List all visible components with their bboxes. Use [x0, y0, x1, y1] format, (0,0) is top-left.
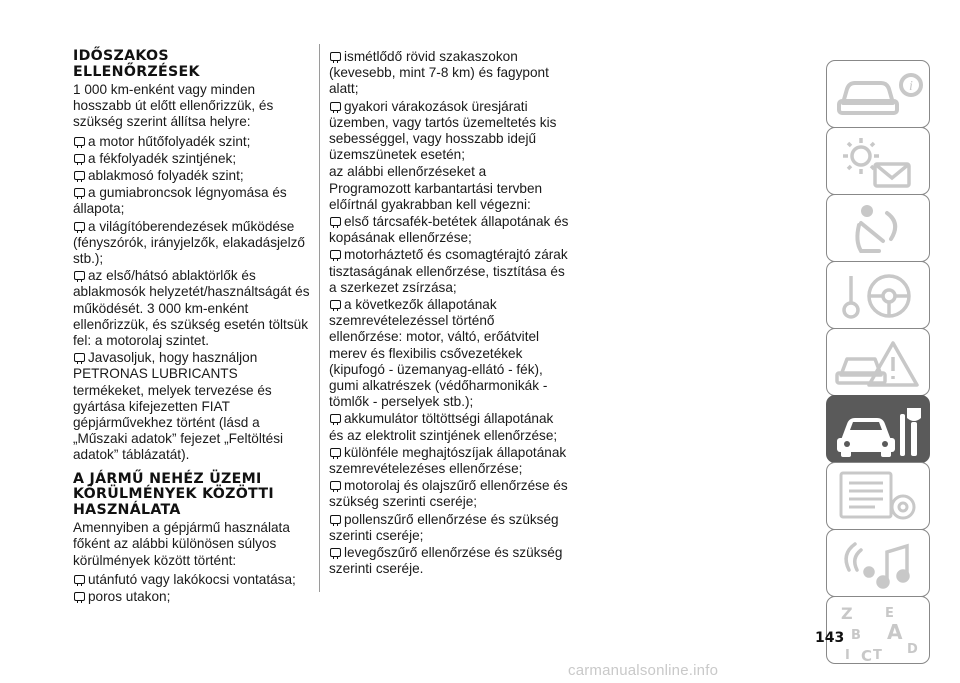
bullet-icon — [74, 154, 85, 163]
list-item: levegőszűrő ellenőrzése és szükség szerinti cseréje. — [329, 545, 563, 577]
left-column — [73, 49, 311, 606]
index-letter: E — [885, 606, 894, 621]
key-steering-wheel-icon — [827, 262, 931, 330]
tab-maintenance-active[interactable] — [826, 395, 930, 463]
tab-multimedia[interactable] — [826, 529, 930, 597]
heading-line: KÖRÜLMÉNYEK KÖZÖTTI — [73, 486, 274, 503]
check-list — [73, 134, 311, 464]
bullet-icon — [74, 188, 85, 197]
heading-line: ELLENŐRZÉSEK — [73, 63, 200, 80]
bullet-icon — [74, 353, 85, 362]
bullet-icon — [330, 548, 341, 557]
intro-paragraph: 1 000 km-enként vagy minden hosszabb út előtt ellenőrizzük, és szükség szerint állítsa helyre: — [73, 82, 274, 130]
tab-starting-driving[interactable] — [826, 261, 930, 329]
emergency-breakdown-icon — [827, 329, 931, 397]
index-letter: T — [873, 648, 882, 663]
bullet-icon — [330, 102, 341, 111]
technical-data-gear-icon — [827, 463, 931, 531]
intro-paragraph: Amennyiben a gépjármű használata főként az alábbi különösen súlyos körülmények között történt: — [73, 520, 290, 568]
index-letter: A — [887, 620, 903, 644]
car-maintenance-wrench-icon — [827, 396, 931, 464]
list-item: ismétlődő rövid szakaszokon (kevesebb, mint 7-8 km) és fagypont alatt; — [329, 49, 549, 97]
tab-warning-lights[interactable] — [826, 127, 930, 195]
tab-technical-data[interactable] — [826, 462, 930, 530]
bullet-icon — [74, 171, 85, 180]
intro-paragraph: az alábbi ellenőrzéseket a Programozott karbantartási tervben előírtnál gyakrabban kell végezni: — [329, 164, 543, 212]
watermark: carmanualsonline.info — [568, 662, 719, 679]
condition-list — [73, 572, 311, 605]
list-item: a gumiabroncsok légnyomása és állapota; — [73, 185, 287, 217]
heading-line: A JÁRMŰ NEHÉZ ÜZEMI — [73, 470, 262, 487]
multimedia-music-icon — [827, 530, 931, 598]
heading-line: HASZNÁLATA — [73, 501, 181, 518]
section-heading-periodic-checks — [73, 49, 311, 80]
list-item: a motor hűtőfolyadék szint; — [73, 134, 311, 150]
list-item: ablakmosó folyadék szint; — [73, 168, 311, 184]
list-item: a fékfolyadék szintjének; — [73, 151, 311, 167]
index-letter: C — [861, 647, 873, 665]
list-item: akkumulátor töltöttségi állapotának és az elektrolit szintjének ellenőrzése; — [329, 411, 558, 443]
bullet-icon — [330, 300, 341, 309]
list-item: motorolaj és olajszűrő ellenőrzése és szükség szerinti cseréje; — [329, 478, 568, 510]
bullet-icon — [330, 414, 341, 423]
car-info-icon — [827, 61, 931, 129]
seatbelt-airbag-icon — [827, 195, 931, 263]
list-item: gyakori várakozások üresjárati üzemben, vagy tartós üzemeltetés kis sebességgel, vagy hosszabb idejű üzemszünetek esetén; — [329, 98, 557, 163]
column-divider — [319, 44, 320, 592]
bullet-icon — [74, 222, 85, 231]
list-item: a világítóberendezések működése (fényszórók, irányjelzők, elakadásjelző stb.); — [73, 218, 305, 267]
check-list — [329, 214, 569, 577]
bullet-icon — [330, 481, 341, 490]
warning-lights-message-icon — [827, 128, 931, 196]
condition-list-continued — [329, 49, 569, 163]
list-item: Javasoljuk, hogy használjon PETRONAS LUBRICANTS termékeket, melyek tervezése és gyártása kifejezetten FIAT gépjárművekhez történt (lásd a „Műszaki adatok” fejezet „Feltöltési adatok” táblázatát). — [73, 350, 284, 463]
section-heading-severe-conditions — [73, 472, 311, 519]
page-number: 143 — [815, 630, 845, 646]
list-item: a következők állapotának szemrevételezéssel történő ellenőrzése: motor, váltó, erőátvitel merev és flexibilis csővezetékek (kipufogó - üzemanyag-ellátó - fék), gumi alkatrészek (védőharmonikák - tömlők - perselyek stb.); — [329, 297, 548, 410]
list-item: az első/hátsó ablaktörlők és ablakmosók helyzetét/használtságát és működését. 3 000 km-enként ellenőrizzük, és szükség esetén töltsük fel: a motorolaj szintet. — [73, 268, 310, 349]
list-item: különféle meghajtószíjak állapotának szemrevételezéses ellenőrzése; — [329, 444, 567, 477]
list-item: pollenszűrő ellenőrzése és szükség szerinti cseréje; — [329, 511, 559, 543]
right-column — [329, 49, 569, 579]
tab-car-info[interactable] — [826, 60, 930, 128]
bullet-icon — [330, 217, 341, 226]
tab-safety[interactable] — [826, 194, 930, 262]
index-letter: B — [851, 628, 861, 643]
bullet-icon — [330, 52, 341, 61]
bullet-icon — [330, 250, 341, 259]
index-letter: Z — [841, 604, 853, 623]
tab-emergency[interactable] — [826, 328, 930, 396]
index-letter: I — [845, 648, 850, 663]
svg-text:i: i — [909, 79, 913, 94]
bullet-icon — [74, 271, 85, 280]
heading-line: IDŐSZAKOS — [73, 48, 169, 64]
list-item: utánfutó vagy lakókocsi vontatása; — [73, 572, 311, 588]
bullet-icon — [330, 515, 341, 524]
list-item: motorháztető és csomagtérajtó zárak tisztaságának ellenőrzése, tisztítása és a szerkezet zsírzása; — [329, 247, 568, 295]
bullet-icon — [330, 448, 341, 457]
list-item: poros utakon; — [73, 589, 311, 605]
index-letter: D — [907, 642, 918, 657]
bullet-icon — [74, 592, 85, 601]
bullet-icon — [74, 137, 85, 146]
bullet-icon — [74, 575, 85, 584]
list-item: első tárcsafék-betétek állapotának és kopásának ellenőrzése; — [329, 214, 569, 246]
